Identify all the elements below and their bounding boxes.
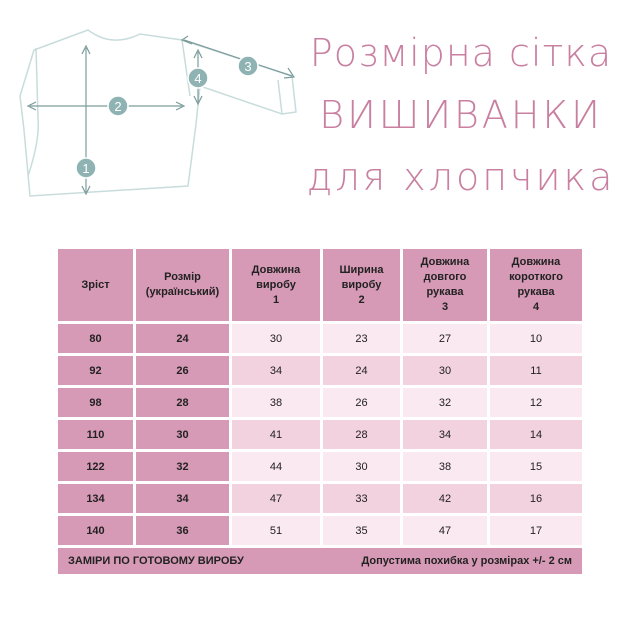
column-header-line: Розмір	[164, 271, 201, 283]
footer-note-left: ЗАМІРИ ПО ГОТОВОМУ ВИРОБУ	[68, 555, 244, 567]
title-block	[296, 22, 626, 208]
table-cell: 32	[402, 387, 489, 419]
table-row	[57, 515, 584, 547]
table-cell: 38	[402, 451, 489, 483]
table-cell: 47	[231, 483, 322, 515]
table-cell: 26	[322, 387, 402, 419]
svg-text:2: 2	[114, 99, 122, 114]
table-cell: 34	[231, 355, 322, 387]
column-header-line: довгого	[423, 271, 467, 283]
shirt-diagram	[0, 0, 310, 220]
column-header	[402, 248, 489, 323]
marker-1	[76, 158, 96, 178]
table-cell: 47	[402, 515, 489, 547]
column-header-line: Довжина	[511, 256, 561, 268]
table-row	[57, 419, 584, 451]
table-cell: 28	[135, 387, 231, 419]
table-cell: 12	[489, 387, 584, 419]
column-header-line: 1	[272, 293, 280, 306]
table-cell: 33	[322, 483, 402, 515]
column-header	[489, 248, 584, 323]
table-cell: 10	[489, 323, 584, 355]
column-header-line: 2	[358, 293, 365, 306]
svg-text:1: 1	[82, 161, 90, 176]
table-cell: 44	[231, 451, 322, 483]
table-cell: 51	[231, 515, 322, 547]
table-cell: 30	[135, 419, 231, 451]
table-cell: 11	[489, 355, 584, 387]
table-cell: 14	[489, 419, 584, 451]
table-row	[57, 355, 584, 387]
marker-3	[238, 56, 258, 76]
table-cell: 30	[231, 323, 322, 355]
table-cell: 110	[57, 419, 135, 451]
table-cell: 41	[231, 419, 322, 451]
column-header-line: рукава	[426, 286, 464, 298]
footer-note-right: Допустима похибка у розмірах +/- 2 см	[361, 555, 572, 567]
column-header-line: Довжина	[251, 263, 301, 276]
table-cell: 24	[135, 323, 231, 355]
table-cell: 92	[57, 355, 135, 387]
column-header	[135, 248, 231, 323]
table-cell: 34	[402, 419, 489, 451]
column-header-line: виробу	[256, 278, 296, 291]
column-header	[322, 248, 402, 323]
table-cell: 27	[402, 323, 489, 355]
table-cell: 38	[231, 387, 322, 419]
marker-2	[108, 96, 128, 116]
table-cell: 28	[322, 419, 402, 451]
column-header	[57, 248, 135, 323]
table-cell: 35	[322, 515, 402, 547]
table-cell: 42	[402, 483, 489, 515]
column-header-line: короткого	[509, 271, 563, 283]
column-header-line: виробу	[341, 278, 382, 291]
table-cell: 17	[489, 515, 584, 547]
size-table	[55, 246, 585, 577]
table-cell: 122	[57, 451, 135, 483]
table-row	[57, 451, 584, 483]
table-row	[57, 323, 584, 355]
column-header-line: рукава	[517, 286, 555, 298]
table-cell: 30	[322, 451, 402, 483]
table-cell: 140	[57, 515, 135, 547]
marker-4	[188, 68, 208, 88]
table-row	[57, 387, 584, 419]
table-cell: 23	[322, 323, 402, 355]
table-footer-row	[57, 547, 584, 576]
column-header-line: (український)	[145, 286, 220, 298]
title-line-1: Розмірна сітка	[309, 31, 613, 75]
table-cell: 16	[489, 483, 584, 515]
table-cell: 98	[57, 387, 135, 419]
column-header-line: Довжина	[420, 256, 470, 268]
title-line-2: ВИШИВАНКИ	[319, 93, 603, 137]
column-header-line: Зріст	[81, 278, 110, 291]
column-header-line: Ширина	[339, 263, 384, 276]
column-header-line: 3	[441, 301, 449, 313]
title-line-3: для хлопчика	[306, 155, 616, 199]
table-cell: 80	[57, 323, 135, 355]
table-cell: 30	[402, 355, 489, 387]
table-cell: 34	[135, 483, 231, 515]
table-cell: 32	[135, 451, 231, 483]
column-header-line: 4	[532, 301, 540, 313]
table-cell: 36	[135, 515, 231, 547]
table-cell: 24	[322, 355, 402, 387]
table-row	[57, 483, 584, 515]
column-header	[231, 248, 322, 323]
table-cell: 26	[135, 355, 231, 387]
table-cell: 15	[489, 451, 584, 483]
svg-text:4: 4	[194, 71, 202, 86]
table-header-row	[57, 248, 584, 323]
svg-text:3: 3	[244, 59, 252, 74]
table-cell: 134	[57, 483, 135, 515]
